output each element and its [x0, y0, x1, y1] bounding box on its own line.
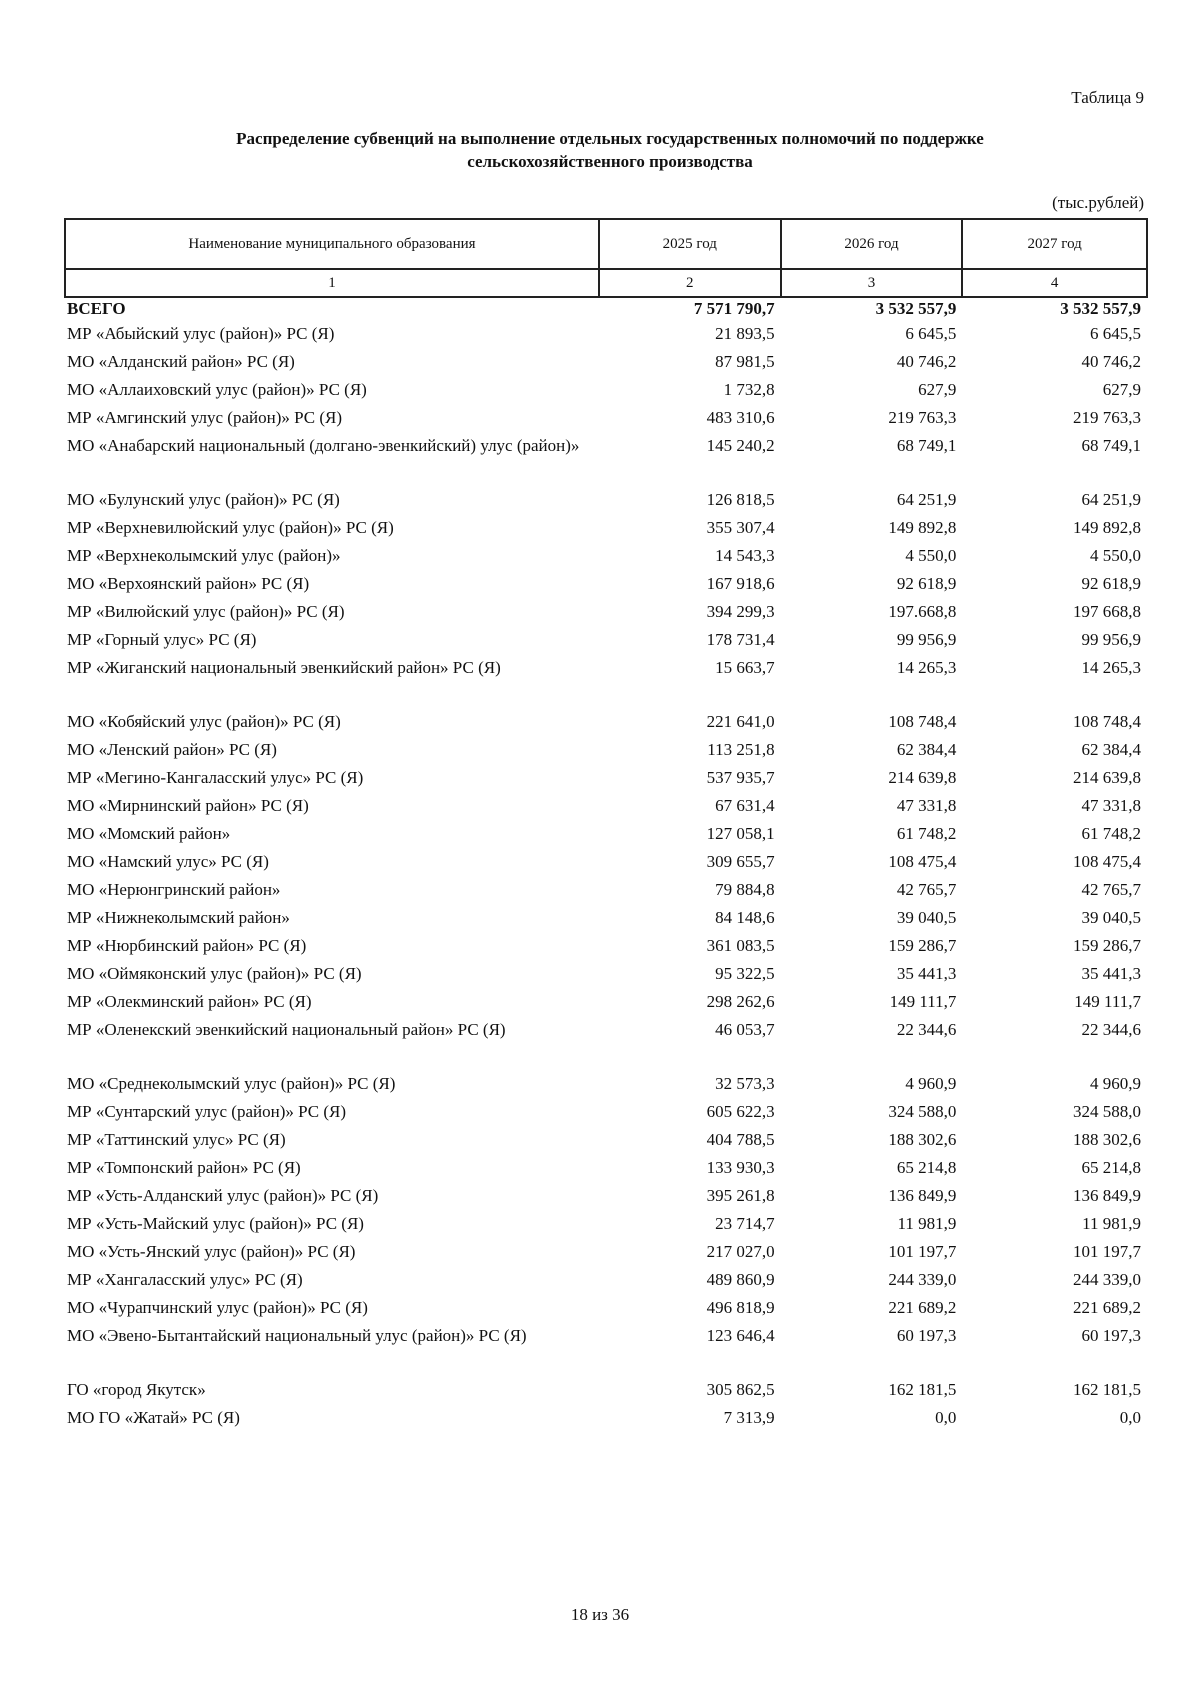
- table-row: [65, 654, 1147, 708]
- value-2026: 60 197,3: [896, 1326, 957, 1345]
- municipality-name: МР «Амгинский улус (район)» РС (Я): [67, 408, 343, 427]
- total-2025: 7 571 790,7: [693, 299, 775, 318]
- value-2025: 221 641,0: [706, 712, 775, 731]
- value-2026: 65 214,8: [896, 1158, 957, 1177]
- value-2027: 64 251,9: [1081, 490, 1141, 509]
- value-2027: 40 746,2: [1081, 352, 1141, 371]
- value-2025: 127 058,1: [706, 824, 775, 843]
- value-2026: 62 384,4: [896, 740, 957, 759]
- municipality-name: МР «Мегино-Кангаласский улус» РС (Я): [67, 768, 364, 787]
- value-2026: 149 892,8: [888, 518, 957, 537]
- value-2025: 21 893,5: [715, 324, 775, 343]
- table-row: [65, 1376, 1147, 1404]
- value-2027: 244 339,0: [1073, 1270, 1141, 1289]
- value-2027: 0,0: [1119, 1408, 1141, 1427]
- column-number-row: [65, 269, 1147, 297]
- table-row: [65, 320, 1147, 348]
- municipality-name: МР «Таттинский улус» РС (Я): [67, 1130, 286, 1149]
- value-2026: 108 475,4: [888, 852, 957, 871]
- value-2026: 101 197,7: [888, 1242, 957, 1261]
- value-2025: 145 240,2: [706, 436, 775, 455]
- value-2025: 395 261,8: [706, 1186, 775, 1205]
- value-2025: 95 322,5: [715, 964, 775, 983]
- table-row: [65, 932, 1147, 960]
- value-2027: 4 960,9: [1090, 1074, 1141, 1093]
- municipality-name: МР «Усть-Майский улус (район)» РС (Я): [67, 1214, 364, 1233]
- value-2025: 298 262,6: [706, 992, 775, 1011]
- value-2027: 62 384,4: [1081, 740, 1141, 759]
- value-2026: 136 849,9: [888, 1186, 957, 1205]
- value-2025: 79 884,8: [715, 880, 775, 899]
- value-2026: 4 960,9: [905, 1074, 957, 1093]
- value-2026: 35 441,3: [896, 964, 957, 983]
- value-2027: 324 588,0: [1073, 1102, 1141, 1121]
- municipality-name: МР «Усть-Алданский улус (район)» РС (Я): [67, 1186, 379, 1205]
- value-2026: 197.668,8: [888, 602, 957, 621]
- value-2025: 309 655,7: [706, 852, 775, 871]
- value-2027: 108 748,4: [1073, 712, 1141, 731]
- value-2026: 627,9: [918, 380, 957, 399]
- municipality-name: МР «Верхневилюйский улус (район)» РС (Я): [67, 518, 394, 537]
- value-2026: 221 689,2: [888, 1298, 957, 1317]
- value-2027: 65 214,8: [1081, 1158, 1141, 1177]
- municipality-name: МО «Анабарский национальный (долгано-эвенкийский) улус (район)»: [67, 436, 580, 455]
- value-2025: 483 310,6: [706, 408, 775, 427]
- value-2025: 496 818,9: [706, 1298, 775, 1317]
- column-number: 2: [599, 269, 781, 297]
- value-2027: 627,9: [1102, 380, 1141, 399]
- table-body: [65, 297, 1147, 1432]
- value-2026: 324 588,0: [888, 1102, 957, 1121]
- municipality-name: МР «Олекминский район» РС (Я): [67, 992, 312, 1011]
- total-label: ВСЕГО: [67, 299, 126, 318]
- value-2027: 188 302,6: [1073, 1130, 1141, 1149]
- municipality-name: МО «Намский улус» РС (Я): [67, 852, 269, 871]
- value-2027: 11 981,9: [1082, 1214, 1141, 1233]
- value-2025: 217 027,0: [706, 1242, 775, 1261]
- table-row: [65, 404, 1147, 432]
- value-2027: 219 763,3: [1073, 408, 1141, 427]
- table-row: [65, 708, 1147, 736]
- table-row: [65, 848, 1147, 876]
- value-2027: 92 618,9: [1081, 574, 1141, 593]
- page-number: 18 из 36: [570, 1605, 630, 1624]
- value-2026: 39 040,5: [896, 908, 957, 927]
- value-2025: 361 083,5: [706, 936, 775, 955]
- value-2027: 4 550,0: [1090, 546, 1141, 565]
- value-2027: 68 749,1: [1081, 436, 1141, 455]
- header-2027: 2027 год: [962, 219, 1147, 269]
- value-2026: 47 331,8: [896, 796, 957, 815]
- value-2026: 40 746,2: [896, 352, 957, 371]
- value-2026: 108 748,4: [888, 712, 957, 731]
- value-2027: 60 197,3: [1081, 1326, 1141, 1345]
- value-2025: 15 663,7: [715, 658, 775, 677]
- title-line-1: Распределение субвенций на выполнение отдельных государственных полномочий по поддержке: [236, 129, 984, 148]
- value-2025: 46 053,7: [715, 1020, 775, 1039]
- total-row: [65, 297, 1147, 320]
- value-2025: 7 313,9: [723, 1408, 775, 1427]
- value-2025: 404 788,5: [706, 1130, 775, 1149]
- municipality-name: МР «Жиганский национальный эвенкийский район» РС (Я): [67, 658, 501, 677]
- municipality-name: МО «Мирнинский район» РС (Я): [67, 796, 309, 815]
- value-2025: 1 732,8: [723, 380, 775, 399]
- value-2025: 305 862,5: [706, 1380, 775, 1399]
- table-row: [65, 1098, 1147, 1126]
- value-2026: 149 111,7: [889, 992, 957, 1011]
- value-2025: 537 935,7: [706, 768, 775, 787]
- value-2027: 6 645,5: [1090, 324, 1141, 343]
- value-2026: 68 749,1: [896, 436, 957, 455]
- value-2027: 39 040,5: [1081, 908, 1141, 927]
- value-2025: 87 981,5: [715, 352, 775, 371]
- value-2027: 149 111,7: [1074, 992, 1141, 1011]
- value-2027: 101 197,7: [1073, 1242, 1141, 1261]
- table-row: [65, 792, 1147, 820]
- column-number: 1: [65, 269, 599, 297]
- table-row: [65, 542, 1147, 570]
- municipality-name: МР «Нижнеколымский район»: [67, 908, 290, 927]
- value-2026: 4 550,0: [905, 546, 957, 565]
- table-row: [65, 1126, 1147, 1154]
- table-row: [65, 1404, 1147, 1432]
- table-row: [65, 820, 1147, 848]
- value-2026: 244 339,0: [888, 1270, 957, 1289]
- table-row: [65, 432, 1147, 486]
- document-title: [120, 128, 1100, 174]
- table-row: [65, 1182, 1147, 1210]
- municipality-name: МО «Булунский улус (район)» РС (Я): [67, 490, 340, 509]
- value-2027: 14 265,3: [1081, 658, 1141, 677]
- value-2025: 123 646,4: [706, 1326, 775, 1345]
- units-label: (тыс.рублей): [1052, 193, 1144, 212]
- municipality-name: МО «Аллаиховский улус (район)» РС (Я): [67, 380, 367, 399]
- table-header: [65, 219, 1147, 297]
- table-row: [65, 376, 1147, 404]
- value-2025: 605 622,3: [706, 1102, 775, 1121]
- value-2025: 489 860,9: [706, 1270, 775, 1289]
- total-2027: 3 532 557,9: [1060, 299, 1141, 318]
- value-2027: 136 849,9: [1073, 1186, 1141, 1205]
- value-2027: 47 331,8: [1081, 796, 1141, 815]
- municipality-name: МР «Хангаласский улус» РС (Я): [67, 1270, 303, 1289]
- municipality-name: МО «Нерюнгринский район»: [67, 880, 281, 899]
- table-row: [65, 626, 1147, 654]
- value-2026: 6 645,5: [905, 324, 957, 343]
- table-row: [65, 1294, 1147, 1322]
- header-2025: 2025 год: [599, 219, 781, 269]
- value-2025: 167 918,6: [706, 574, 775, 593]
- municipality-name: МО «Эвено-Бытантайский национальный улус (район)» РС (Я): [67, 1326, 527, 1345]
- value-2025: 14 543,3: [715, 546, 775, 565]
- table-row: [65, 1266, 1147, 1294]
- value-2026: 11 981,9: [897, 1214, 957, 1233]
- municipality-name: МР «Абыйский улус (район)» РС (Я): [67, 324, 335, 343]
- value-2025: 178 731,4: [706, 630, 775, 649]
- table-row: [65, 598, 1147, 626]
- value-2027: 108 475,4: [1073, 852, 1141, 871]
- table-row: [65, 1322, 1147, 1376]
- value-2026: 22 344,6: [896, 1020, 957, 1039]
- municipality-name: МР «Оленекский эвенкийский национальный район» РС (Я): [67, 1020, 506, 1039]
- table-row: [65, 514, 1147, 542]
- value-2026: 61 748,2: [896, 824, 957, 843]
- value-2026: 92 618,9: [896, 574, 957, 593]
- table-row: [65, 876, 1147, 904]
- column-number: 4: [962, 269, 1147, 297]
- municipality-name: МР «Нюрбинский район» РС (Я): [67, 936, 307, 955]
- municipality-name: МО «Ленский район» РС (Я): [67, 740, 277, 759]
- value-2026: 162 181,5: [888, 1380, 957, 1399]
- value-2026: 188 302,6: [888, 1130, 957, 1149]
- municipality-name: МР «Горный улус» РС (Я): [67, 630, 257, 649]
- header-row: [65, 219, 1147, 269]
- value-2025: 67 631,4: [715, 796, 775, 815]
- value-2026: 159 286,7: [888, 936, 957, 955]
- municipality-name: ГО «город Якутск»: [67, 1380, 206, 1399]
- value-2025: 133 930,3: [706, 1158, 775, 1177]
- column-number: 3: [781, 269, 963, 297]
- value-2027: 214 639,8: [1073, 768, 1141, 787]
- municipality-name: МО «Момский район»: [67, 824, 231, 843]
- municipality-name: МР «Верхнеколымский улус (район)»: [67, 546, 341, 565]
- table-row: [65, 904, 1147, 932]
- value-2026: 219 763,3: [888, 408, 957, 427]
- municipality-name: МО ГО «Жатай» РС (Я): [67, 1408, 240, 1427]
- value-2025: 32 573,3: [715, 1074, 775, 1093]
- municipality-name: МО «Оймяконский улус (район)» РС (Я): [67, 964, 362, 983]
- value-2026: 214 639,8: [888, 768, 957, 787]
- value-2027: 221 689,2: [1073, 1298, 1141, 1317]
- table-number-label: Таблица 9: [1071, 88, 1144, 107]
- municipality-name: МР «Томпонский район» РС (Я): [67, 1158, 301, 1177]
- value-2026: 0,0: [935, 1408, 957, 1427]
- table-row: [65, 1154, 1147, 1182]
- value-2026: 42 765,7: [896, 880, 957, 899]
- value-2025: 23 714,7: [715, 1214, 775, 1233]
- municipality-name: МО «Чурапчинский улус (район)» РС (Я): [67, 1298, 368, 1317]
- value-2025: 84 148,6: [715, 908, 775, 927]
- value-2025: 355 307,4: [706, 518, 775, 537]
- table-row: [65, 570, 1147, 598]
- subvention-table: [64, 218, 1148, 1432]
- total-2026: 3 532 557,9: [875, 299, 957, 318]
- table-row: [65, 348, 1147, 376]
- value-2027: 162 181,5: [1073, 1380, 1141, 1399]
- municipality-name: МР «Сунтарский улус (район)» РС (Я): [67, 1102, 347, 1121]
- municipality-name: МО «Усть-Янский улус (район)» РС (Я): [67, 1242, 356, 1261]
- municipality-name: МО «Кобяйский улус (район)» РС (Я): [67, 712, 341, 731]
- value-2025: 113 251,8: [707, 740, 775, 759]
- table-row: [65, 764, 1147, 792]
- value-2027: 42 765,7: [1081, 880, 1141, 899]
- value-2025: 394 299,3: [706, 602, 775, 621]
- value-2026: 14 265,3: [896, 658, 957, 677]
- value-2027: 61 748,2: [1081, 824, 1141, 843]
- table-row: [65, 486, 1147, 514]
- table-row: [65, 1238, 1147, 1266]
- municipality-name: МР «Вилюйский улус (район)» РС (Я): [67, 602, 345, 621]
- value-2026: 99 956,9: [896, 630, 957, 649]
- municipality-name: МО «Алданский район» РС (Я): [67, 352, 295, 371]
- table-row: [65, 736, 1147, 764]
- value-2027: 149 892,8: [1073, 518, 1141, 537]
- table-row: [65, 960, 1147, 988]
- value-2027: 99 956,9: [1081, 630, 1141, 649]
- header-2026: 2026 год: [781, 219, 963, 269]
- value-2027: 35 441,3: [1081, 964, 1141, 983]
- municipality-name: МО «Верхоянский район» РС (Я): [67, 574, 310, 593]
- table-row: [65, 1210, 1147, 1238]
- value-2026: 64 251,9: [896, 490, 957, 509]
- municipality-name: МО «Среднеколымский улус (район)» РС (Я): [67, 1074, 396, 1093]
- title-line-2: сельскохозяйственного производства: [467, 151, 753, 171]
- header-municipality: Наименование муниципального образования: [65, 219, 599, 269]
- value-2025: 126 818,5: [706, 490, 775, 509]
- value-2027: 159 286,7: [1073, 936, 1141, 955]
- table-row: [65, 988, 1147, 1016]
- value-2027: 22 344,6: [1081, 1020, 1141, 1039]
- value-2027: 197 668,8: [1073, 602, 1141, 621]
- table-row: [65, 1016, 1147, 1070]
- table-row: [65, 1070, 1147, 1098]
